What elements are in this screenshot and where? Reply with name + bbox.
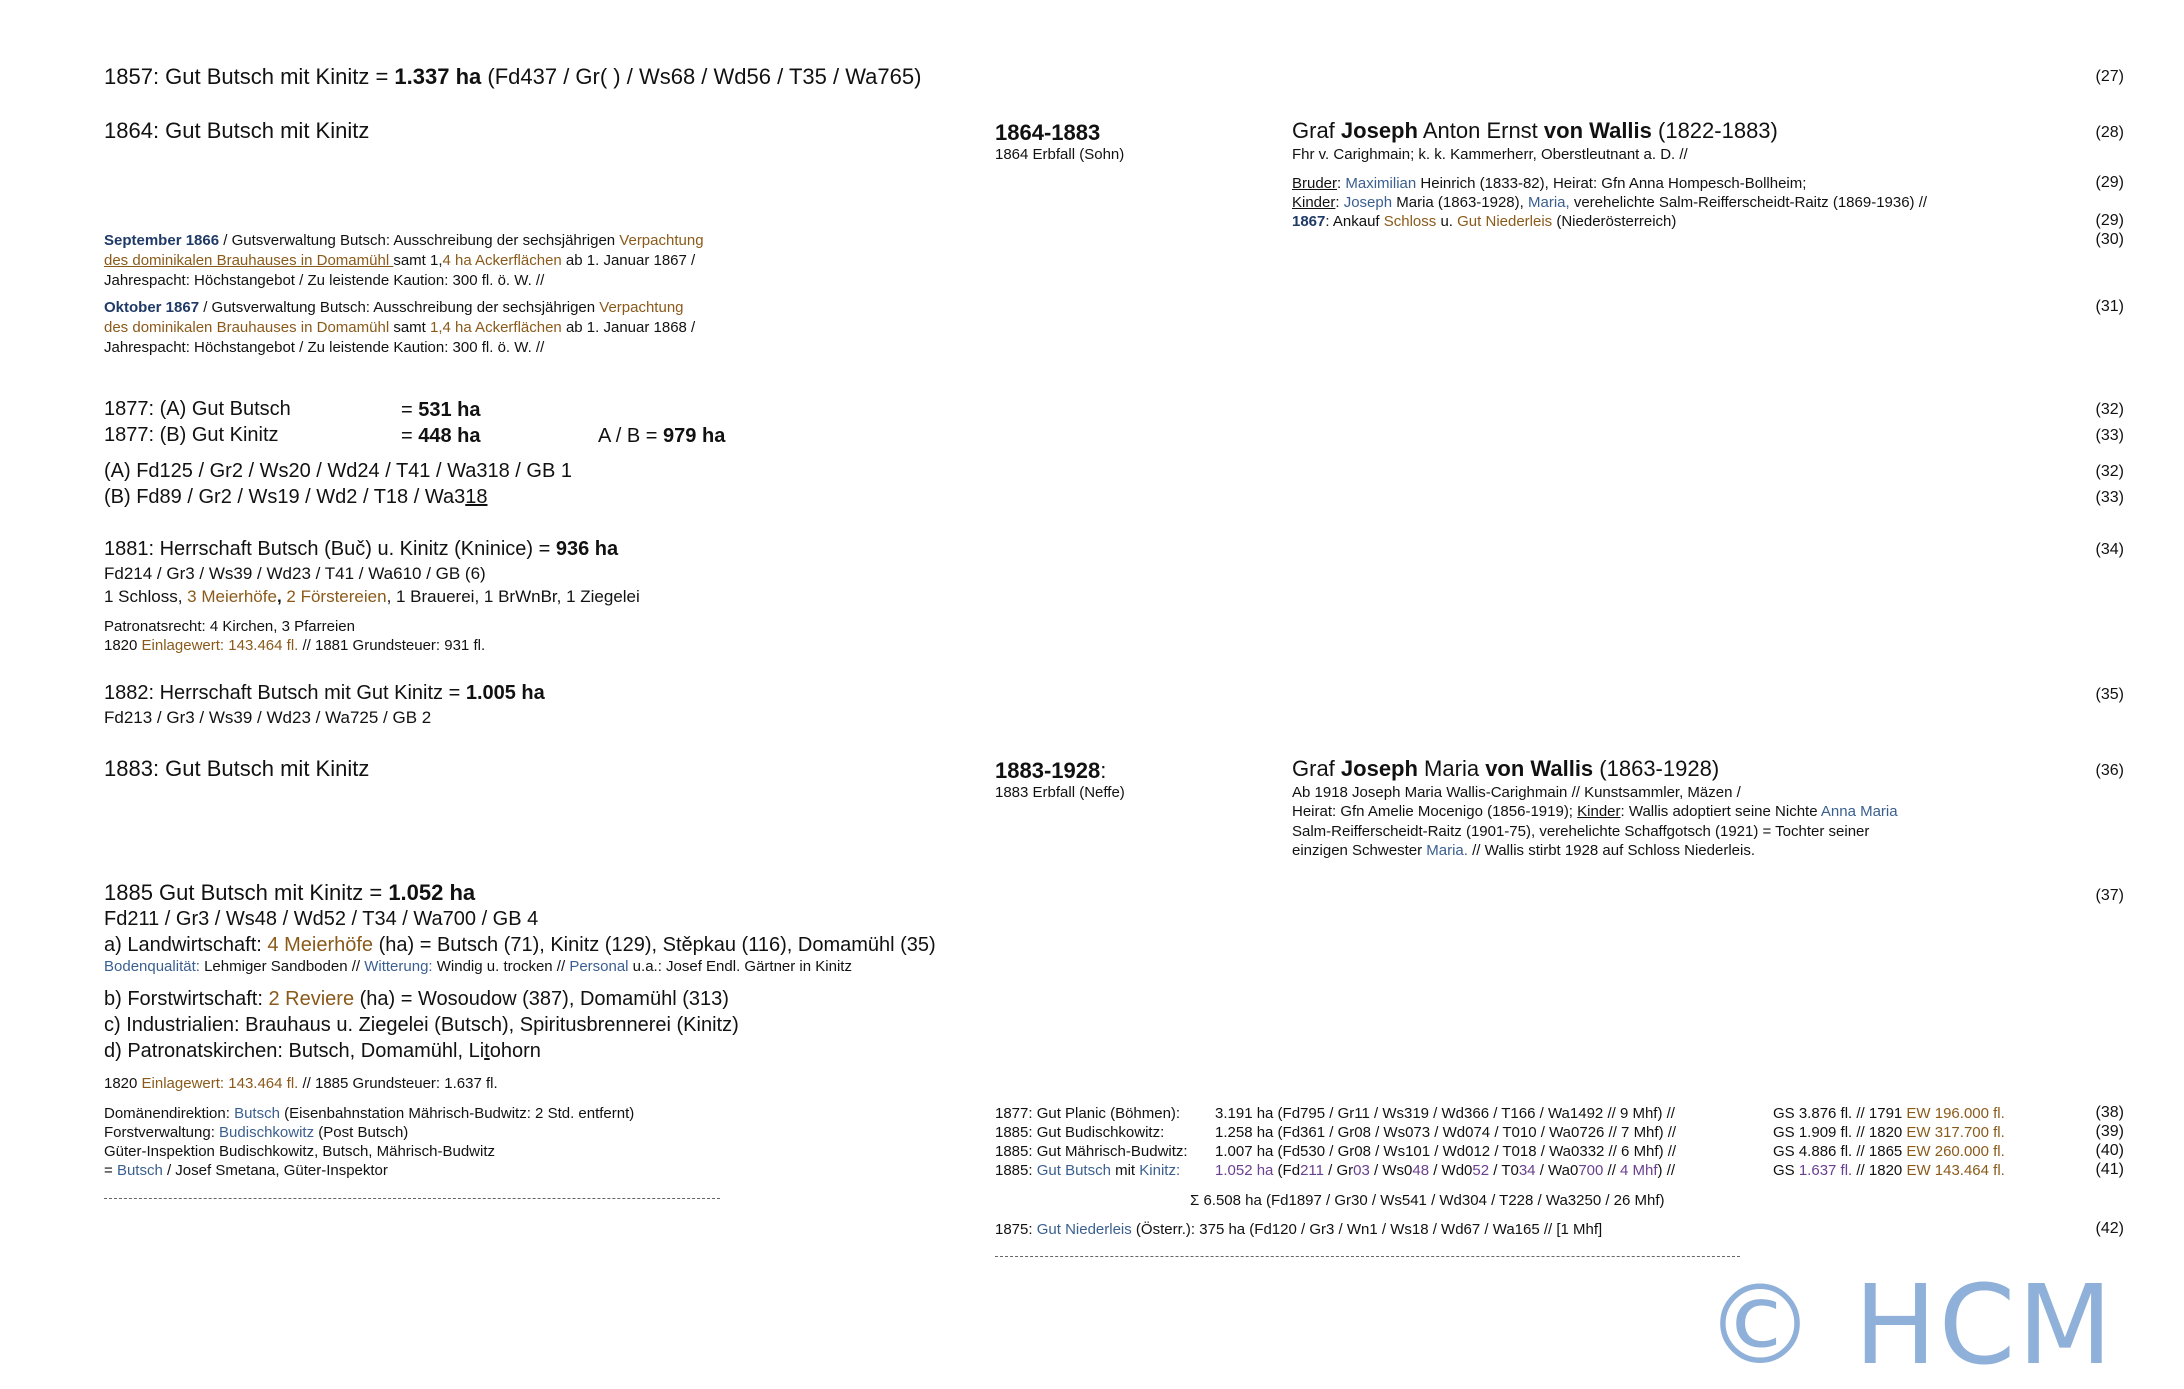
okt-1867-line1: Oktober 1867 / Gutsverwaltung Butsch: Ausschreibung der sechsjährigen Verpachtung (104, 299, 684, 316)
entry-1885-industrie: c) Industrialien: Brauhaus u. Ziegelei (Butsch), Spiritusbrennerei (Kinitz) (104, 1014, 739, 1036)
table-row-name: 1885: Gut Mährisch-Budwitz: (995, 1143, 1188, 1160)
table-row-values: 1.007 ha (Fd530 / Gr08 / Ws101 / Wd012 / T018 / Wa0332 // 6 Mhf) // (1215, 1143, 1677, 1160)
ref-28: (28) (2095, 124, 2124, 141)
ref-34: (34) (2095, 541, 2124, 558)
entry-1857-text: 1857: Gut Butsch mit Kinitz = (104, 64, 395, 89)
okt-1867-line2: des dominikalen Brauhauses in Domamühl samt 1,4 ha Ackerflächen ab 1. Januar 1868 / (104, 319, 696, 336)
ref-29a: (29) (2095, 174, 2124, 191)
entry-1877-a-detail: (A) Fd125 / Gr2 / Ws20 / Wd24 / T41 / Wa318 / GB 1 (104, 460, 572, 482)
owner-years-1883: 1883-1928: (995, 758, 1107, 783)
ref-38: (38) (2095, 1104, 2124, 1121)
owner-1883-line5: einzigen Schwester Maria. // Wallis stirbt 1928 auf Schloss Niederleis. (1292, 842, 1755, 859)
owner-1883-line3: Heirat: Gfn Amelie Mocenigo (1856-1919); Kinder: Wallis adoptiert seine Nichte Anna Maria (1292, 803, 1898, 820)
entry-1881-einlagewert: 1820 Einlagewert: 143.464 fl. // 1881 Grundsteuer: 931 fl. (104, 637, 486, 654)
ref-41: (41) (2095, 1161, 2124, 1178)
table-row-values: 1.258 ha (Fd361 / Gr08 / Ws073 / Wd074 / T010 / Wa0726 // 7 Mhf) // (1215, 1124, 1677, 1141)
gueter-inspektor: = Butsch / Josef Smetana, Güter-Inspektor (104, 1162, 388, 1179)
table-row-name-butsch: 1885: Gut Butsch mit Kinitz: (995, 1162, 1181, 1179)
entry-1877-a-ha: = 531 ha (401, 399, 481, 421)
entry-1881-detail: Fd214 / Gr3 / Ws39 / Wd23 / T41 / Wa610 / GB (6) (104, 564, 486, 583)
table-row-gs-butsch: GS 1.637 fl. // 1820 EW 143.464 fl. (1773, 1162, 2005, 1179)
okt-1867-line3: Jahrespacht: Höchstangebot / Zu leistende Kaution: 300 fl. ö. W. // (104, 339, 545, 356)
owner-name-1864: Graf Joseph Anton Ernst von Wallis (1822-1883) (1292, 118, 1778, 143)
owner-note-1883: 1883 Erbfall (Neffe) (995, 784, 1125, 801)
ref-33a: (33) (2095, 427, 2124, 444)
copyright-watermark: © HCM (1705, 1261, 2115, 1389)
ankauf-1867-line: 1867: Ankauf Schloss u. Gut Niederleis (Niederösterreich) (1292, 213, 1677, 230)
forstverwaltung: Forstverwaltung: Budischkowitz (Post Butsch) (104, 1124, 409, 1141)
ref-27: (27) (2095, 68, 2124, 85)
entry-1864-title: 1864: Gut Butsch mit Kinitz (104, 118, 370, 143)
owner-1883-line4: Salm-Reifferscheidt-Raitz (1901-75), verehelichte Schaffgotsch (1921) = Tochter seiner (1292, 823, 1870, 840)
entry-1883-title: 1883: Gut Butsch mit Kinitz (104, 756, 370, 781)
entry-1881-patronat: Patronatsrecht: 4 Kirchen, 3 Pfarreien (104, 618, 355, 635)
owner-title-1864: Fhr v. Carighmain; k. k. Kammerherr, Oberstleutnant a. D. // (1292, 146, 1688, 163)
ref-37: (37) (2095, 887, 2124, 904)
ref-40: (40) (2095, 1142, 2124, 1159)
entry-1885-boden: Bodenqualität: Lehmiger Sandboden // Witterung: Windig u. trocken // Personal u.a.: Josef Endl. Gärtner in Kinitz (104, 958, 852, 975)
entry-1877-b-detail: (B) Fd89 / Gr2 / Ws19 / Wd2 / T18 / Wa318 (104, 486, 488, 508)
ref-32a: (32) (2095, 401, 2124, 418)
table-row-name: 1885: Gut Budischkowitz: (995, 1124, 1165, 1141)
entry-1882-detail: Fd213 / Gr3 / Ws39 / Wd23 / Wa725 / GB 2 (104, 708, 432, 727)
entry-1877-b-label: 1877: (B) Gut Kinitz (104, 424, 279, 446)
ref-30: (30) (2095, 231, 2124, 248)
entry-1881-assets: 1 Schloss, 3 Meierhöfe, 2 Förstereien, 1 Brauerei, 1 BrWnBr, 1 Ziegelei (104, 587, 640, 606)
table-row-gs: GS 4.886 fl. // 1865 EW 260.000 fl. (1773, 1143, 2005, 1160)
divider-right (995, 1256, 1740, 1257)
ref-39: (39) (2095, 1123, 2124, 1140)
entry-1885-patronat: d) Patronatskirchen: Butsch, Domamühl, Litohorn (104, 1040, 541, 1062)
entry-1857-detail: (Fd437 / Gr( ) / Ws68 / Wd56 / T35 / Wa765) (481, 64, 922, 89)
entry-1881-title: 1881: Herrschaft Butsch (Buč) u. Kinitz (Kninice) = 936 ha (104, 538, 619, 560)
ref-36: (36) (2095, 762, 2124, 779)
table-sum: Σ 6.508 ha (Fd1897 / Gr30 / Ws541 / Wd304 / T228 / Wa3250 / 26 Mhf) (1190, 1192, 1665, 1209)
entry-1877-b-ha: = 448 ha (401, 425, 481, 447)
entry-1882-title: 1882: Herrschaft Butsch mit Gut Kinitz = 1.005 ha (104, 682, 545, 704)
entry-1885-title: 1885 Gut Butsch mit Kinitz = 1.052 ha (104, 880, 476, 905)
bruder-line: Bruder: Maximilian Heinrich (1833-82), Heirat: Gfn Anna Hompesch-Bollheim; (1292, 175, 1807, 192)
table-row-gs: GS 3.876 fl. // 1791 EW 196.000 fl. (1773, 1105, 2005, 1122)
entry-1857-ha: 1.337 ha (394, 64, 482, 89)
table-row-gs: GS 1.909 fl. // 1820 EW 317.700 fl. (1773, 1124, 2005, 1141)
owner-name-1883: Graf Joseph Maria von Wallis (1863-1928) (1292, 756, 1720, 781)
entry-1857 (104, 64, 921, 90)
owner-note-1864: 1864 Erbfall (Sohn) (995, 146, 1125, 163)
ref-35: (35) (2095, 686, 2124, 703)
sep-1866-line2: des dominikalen Brauhauses in Domamühl samt 1,4 ha Ackerflächen ab 1. Januar 1867 / (104, 252, 696, 269)
entry-1885-detail: Fd211 / Gr3 / Ws48 / Wd52 / T34 / Wa700 / GB 4 (104, 908, 539, 930)
entry-1877-a-label: 1877: (A) Gut Butsch (104, 398, 291, 420)
ref-32b: (32) (2095, 463, 2124, 480)
ref-31: (31) (2095, 298, 2124, 315)
divider-left (104, 1198, 720, 1199)
ref-29b: (29) (2095, 212, 2124, 229)
table-row-values-butsch: 1.052 ha (Fd211 / Gr03 / Ws048 / Wd052 / T034 / Wa0700 // 4 Mhf) // (1215, 1162, 1676, 1179)
ref-33b: (33) (2095, 489, 2124, 506)
entry-1877-ab: A / B = 979 ha (598, 425, 726, 447)
owner-years-1864: 1864-1883 (995, 120, 1101, 145)
gueter-inspektion: Güter-Inspektion Budischkowitz, Butsch, Mährisch-Budwitz (104, 1143, 495, 1160)
niederleis-line: 1875: Gut Niederleis (Österr.): 375 ha (Fd120 / Gr3 / Wn1 / Ws18 / Wd67 / Wa165 // [1 Mhf] (995, 1221, 1603, 1238)
entry-1885-forst: b) Forstwirtschaft: 2 Reviere (ha) = Wosoudow (387), Domamühl (313) (104, 988, 729, 1010)
table-row-values: 3.191 ha (Fd795 / Gr11 / Ws319 / Wd366 / T166 / Wa1492 // 9 Mhf) // (1215, 1105, 1675, 1122)
kinder-line: Kinder: Joseph Maria (1863-1928), Maria, verehelichte Salm-Reifferscheidt-Raitz (1869-1936) // (1292, 194, 1928, 211)
entry-1885-landwirtschaft: a) Landwirtschaft: 4 Meierhöfe (ha) = Butsch (71), Kinitz (129), Stěpkau (116), Domamühl (35) (104, 934, 936, 956)
ref-42: (42) (2095, 1220, 2124, 1237)
owner-1883-line2: Ab 1918 Joseph Maria Wallis-Carighmain // Kunstsammler, Mäzen / (1292, 784, 1741, 801)
domaenendirektion: Domänendirektion: Butsch (Eisenbahnstation Mährisch-Budwitz: 2 Std. entfernt) (104, 1105, 635, 1122)
sep-1866-line3: Jahrespacht: Höchstangebot / Zu leistende Kaution: 300 fl. ö. W. // (104, 272, 545, 289)
table-row-name: 1877: Gut Planic (Böhmen): (995, 1105, 1181, 1122)
entry-1885-einlagewert: 1820 Einlagewert: 143.464 fl. // 1885 Grundsteuer: 1.637 fl. (104, 1075, 498, 1092)
sep-1866-line1: September 1866 / Gutsverwaltung Butsch: Ausschreibung der sechsjährigen Verpachtung (104, 232, 704, 249)
